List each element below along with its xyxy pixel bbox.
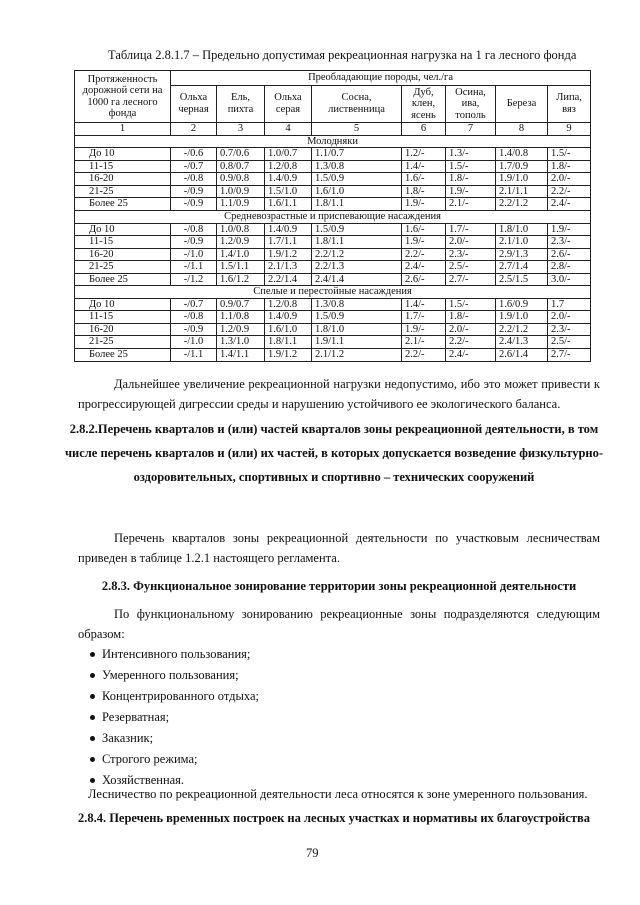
table-cell: 1.1/0.9 — [217, 198, 265, 211]
zone-list — [78, 644, 259, 791]
table-cell: 1.7 — [548, 298, 591, 311]
table-cell: 1.8/1.1 — [312, 198, 402, 211]
header-species: Береза — [496, 85, 548, 123]
table-cell: 1.8/1.0 — [496, 223, 548, 236]
table-cell: 1.9/- — [402, 198, 446, 211]
header-road-length: Протяженность дорожной сети на 1000 га лесного фонда — [75, 71, 171, 123]
table-cell: 1.9/1.1 — [312, 336, 402, 349]
table-cell: -/0.8 — [171, 173, 217, 186]
table-cell: 1.7/- — [402, 311, 446, 324]
table-cell: 2.3/- — [548, 236, 591, 249]
row-label: До 10 — [75, 223, 171, 236]
table-cell: -/0.9 — [171, 198, 217, 211]
table-cell: 1.3/1.0 — [217, 336, 265, 349]
table-cell: -/1.2 — [171, 273, 217, 286]
table-cell: 1.2/0.8 — [265, 298, 312, 311]
table-cell: 1.7/1.1 — [265, 236, 312, 249]
table-cell: 2.2/1.2 — [496, 323, 548, 336]
table-cell: 2.6/1.4 — [496, 349, 548, 362]
table-cell: 1.5/- — [446, 160, 496, 173]
table-row — [75, 323, 591, 336]
table-cell: 1.9/- — [446, 185, 496, 198]
section-title: Молодняки — [75, 135, 591, 148]
table-cell: 1.5/1.1 — [217, 261, 265, 274]
table-cell: 0.8/0.7 — [217, 160, 265, 173]
table-cell: 1.1/0.7 — [312, 148, 402, 161]
table-cell: 1.4/- — [402, 298, 446, 311]
table-cell: 2.1/- — [402, 336, 446, 349]
table-cell: -/0.9 — [171, 236, 217, 249]
row-label: До 10 — [75, 298, 171, 311]
table-row — [75, 160, 591, 173]
table-cell: 2.2/1.3 — [312, 261, 402, 274]
paragraph-text: Перечень кварталов зоны рекреационной деятельности по участковым лесничествам приведен в таблице 1.2.1 настоящего регламента. — [78, 531, 600, 565]
table-cell: 2.4/1.4 — [312, 273, 402, 286]
column-number: 8 — [496, 123, 548, 136]
heading-2-8-3: 2.8.3. Функциональное зонирование территории зоны рекреационной деятельности — [101, 579, 577, 593]
table-cell: 1.4/1.1 — [217, 349, 265, 362]
table-cell: 2.4/1.3 — [496, 336, 548, 349]
header-species-group: Преобладающие породы, чел./га — [171, 71, 591, 86]
table-cell: 1.6/1.1 — [265, 198, 312, 211]
column-number: 2 — [171, 123, 217, 136]
table-cell: 2.2/- — [402, 248, 446, 261]
bullet-icon — [90, 673, 95, 678]
table-cell: 1.6/1.0 — [265, 323, 312, 336]
table-cell: 1.0/0.7 — [265, 148, 312, 161]
table-cell: 2.0/- — [446, 236, 496, 249]
table-row — [75, 349, 591, 362]
table-cell: -/0.9 — [171, 323, 217, 336]
table-cell: 1.8/1.1 — [312, 236, 402, 249]
table-cell: 3.0/- — [548, 273, 591, 286]
table-cell: 2.2/1.2 — [496, 198, 548, 211]
column-number: 7 — [446, 123, 496, 136]
row-label: Более 25 — [75, 198, 171, 211]
paragraph-forestry-zone: Лесничество по рекреационной деятельности леса относятся к зоне умеренного пользования. — [88, 787, 588, 801]
table-cell: -/1.0 — [171, 336, 217, 349]
table-cell: 1.9/1.0 — [496, 173, 548, 186]
table-cell: 1.5/0.9 — [312, 223, 402, 236]
table-cell: 2.3/- — [548, 323, 591, 336]
table-cell: -/0.8 — [171, 223, 217, 236]
table-row — [75, 185, 591, 198]
table-cell: -/0.6 — [171, 148, 217, 161]
row-label: 16-20 — [75, 248, 171, 261]
column-number: 4 — [265, 123, 312, 136]
table-cell: 1.3/0.8 — [312, 160, 402, 173]
table-cell: 2.1/- — [446, 198, 496, 211]
bullet-icon — [90, 757, 95, 762]
list-item: Заказник; — [78, 728, 259, 749]
table-cell: 2.2/- — [548, 185, 591, 198]
paragraph-load-warning — [78, 374, 600, 414]
table-cell: 1.6/0.9 — [496, 298, 548, 311]
header-species: Ольха черная — [171, 85, 217, 123]
header-species: Осина, ива, тополь — [446, 85, 496, 123]
table-cell: 1.5/0.9 — [312, 311, 402, 324]
table-cell: 2.0/- — [548, 311, 591, 324]
table-cell: -/1.0 — [171, 248, 217, 261]
table-cell: -/0.9 — [171, 185, 217, 198]
bullet-icon — [90, 736, 95, 741]
table-cell: 2.7/- — [548, 349, 591, 362]
table-cell: 2.4/- — [548, 198, 591, 211]
recreation-load-table — [74, 70, 591, 362]
table-row — [75, 173, 591, 186]
table-cell: 2.1/1.2 — [312, 349, 402, 362]
table-cell: 1.4/0.9 — [265, 311, 312, 324]
table-cell: 2.0/- — [548, 173, 591, 186]
section-row — [75, 286, 591, 299]
table-cell: 1.8/- — [548, 160, 591, 173]
row-label: 16-20 — [75, 173, 171, 186]
table-cell: 1.8/1.1 — [265, 336, 312, 349]
table-cell: 2.5/- — [548, 336, 591, 349]
list-item: Интенсивного пользования; — [78, 644, 259, 665]
row-label: Более 25 — [75, 349, 171, 362]
table-cell: 2.5/1.5 — [496, 273, 548, 286]
table-cell: 1.4/- — [402, 160, 446, 173]
table-cell: 2.4/- — [446, 349, 496, 362]
table-cell: 2.6/- — [402, 273, 446, 286]
table-row — [75, 148, 591, 161]
table-cell: 2.2/1.4 — [265, 273, 312, 286]
section-title: Средневозрастные и приспевающие насаждения — [75, 211, 591, 224]
table-cell: 1.0/0.8 — [217, 223, 265, 236]
header-species: Дуб, клен, ясень — [402, 85, 446, 123]
row-label: 21-25 — [75, 185, 171, 198]
table-cell: 2.1/1.0 — [496, 236, 548, 249]
table-cell: 0.9/0.8 — [217, 173, 265, 186]
table-cell: 1.2/- — [402, 148, 446, 161]
header-species: Ольха серая — [265, 85, 312, 123]
row-label: 11-15 — [75, 311, 171, 324]
table-cell: 2.2/- — [402, 349, 446, 362]
table-row — [75, 223, 591, 236]
table-cell: -/1.1 — [171, 261, 217, 274]
table-cell: 1.4/0.9 — [265, 173, 312, 186]
bullet-icon — [90, 652, 95, 657]
table-caption: Таблица 2.8.1.7 – Предельно допустимая рекреационная нагрузка на 1 га лесного фонда — [108, 48, 577, 62]
table-cell: 2.0/- — [446, 323, 496, 336]
table-row — [75, 248, 591, 261]
table-cell: 2.5/- — [446, 261, 496, 274]
row-label: 16-20 — [75, 323, 171, 336]
table-cell: 1.5/1.0 — [265, 185, 312, 198]
table-cell: 2.2/1.2 — [312, 248, 402, 261]
table-cell: 1.6/1.2 — [217, 273, 265, 286]
row-label: 21-25 — [75, 336, 171, 349]
table-cell: 1.9/1.2 — [265, 248, 312, 261]
table-cell: 1.6/- — [402, 173, 446, 186]
table-cell: 2.1/1.3 — [265, 261, 312, 274]
list-item: Умеренного пользования; — [78, 665, 259, 686]
table-cell: 1.0/0.9 — [217, 185, 265, 198]
list-item: Хозяйственная. — [78, 770, 259, 791]
table-row — [75, 336, 591, 349]
table-cell: -/0.8 — [171, 311, 217, 324]
bullet-icon — [90, 778, 95, 783]
list-item: Резерватная; — [78, 707, 259, 728]
table-cell: 1.1/0.8 — [217, 311, 265, 324]
table-cell: 2.7/1.4 — [496, 261, 548, 274]
column-number: 1 — [75, 123, 171, 136]
table-cell: 2.7/- — [446, 273, 496, 286]
table-cell: 1.4/1.0 — [217, 248, 265, 261]
page-number: 79 — [306, 846, 319, 860]
table-cell: -/0.7 — [171, 160, 217, 173]
table-row — [75, 298, 591, 311]
table-cell: 0.7/0.6 — [217, 148, 265, 161]
list-item: Строгого режима; — [78, 749, 259, 770]
table-cell: 2.1/1.1 — [496, 185, 548, 198]
table-cell: 2.8/- — [548, 261, 591, 274]
table-cell: 1.9/- — [402, 323, 446, 336]
table-cell: 1.2/0.9 — [217, 323, 265, 336]
table-cell: 1.5/0.9 — [312, 173, 402, 186]
table-cell: 1.3/- — [446, 148, 496, 161]
table-cell: -/0.7 — [171, 298, 217, 311]
paragraph-text: По функциональному зонированию рекреационные зоны подразделяются следующим образом: — [78, 607, 600, 641]
paragraph-zoning-intro — [78, 604, 600, 644]
header-species: Липа, вяз — [548, 85, 591, 123]
table-cell: 1.4/0.8 — [496, 148, 548, 161]
table-row — [75, 198, 591, 211]
table-cell: 1.3/0.8 — [312, 298, 402, 311]
section-title: Спелые и перестойные насаждения — [75, 286, 591, 299]
row-label: До 10 — [75, 148, 171, 161]
table-cell: 1.2/0.9 — [217, 236, 265, 249]
header-species: Сосна, лиственница — [312, 85, 402, 123]
paragraph-quarters-list — [78, 528, 600, 568]
paragraph-text: Дальнейшее увеличение рекреационной нагрузки недопустимо, ибо это может привести к прогрессирующей дигрессии среды и нарушению устойчивого ее экологического баланса. — [78, 377, 600, 411]
table-cell: 1.5/- — [548, 148, 591, 161]
column-number: 5 — [312, 123, 402, 136]
table-cell: 2.4/- — [402, 261, 446, 274]
table-cell: 1.8/- — [402, 185, 446, 198]
table-cell: 1.2/0.8 — [265, 160, 312, 173]
column-number: 9 — [548, 123, 591, 136]
table-cell: 1.6/- — [402, 223, 446, 236]
table-cell: 1.8/1.0 — [312, 323, 402, 336]
heading-2-8-2: 2.8.2.Перечень кварталов и (или) частей кварталов зоны рекреационной деятельности, в том числе перечень кварталов и (или) их частей, в которых допускается возведение физкультурно-оздоровительных, спортивных и спортивно – технических сооружений — [64, 422, 604, 484]
row-label: 11-15 — [75, 160, 171, 173]
table-row — [75, 236, 591, 249]
table-cell: 1.9/- — [548, 223, 591, 236]
table-cell: 1.7/- — [446, 223, 496, 236]
table-cell: 1.6/1.0 — [312, 185, 402, 198]
bullet-icon — [90, 694, 95, 699]
table-cell: 1.9/- — [402, 236, 446, 249]
table-cell: 1.5/- — [446, 298, 496, 311]
table-cell: 1.8/- — [446, 173, 496, 186]
table-cell: 2.2/- — [446, 336, 496, 349]
heading-2-8-4: 2.8.4. Перечень временных построек на лесных участках и нормативы их благоустройства — [77, 811, 591, 825]
header-species: Ель, пихта — [217, 85, 265, 123]
row-label: 11-15 — [75, 236, 171, 249]
table-row — [75, 311, 591, 324]
table-cell: 1.4/0.9 — [265, 223, 312, 236]
column-number: 6 — [402, 123, 446, 136]
table-cell: 1.7/0.9 — [496, 160, 548, 173]
table-cell: 2.9/1.3 — [496, 248, 548, 261]
column-number: 3 — [217, 123, 265, 136]
table-row — [75, 261, 591, 274]
table-row — [75, 273, 591, 286]
bullet-icon — [90, 715, 95, 720]
table-cell: 2.3/- — [446, 248, 496, 261]
list-item: Концентрированного отдыха; — [78, 686, 259, 707]
table-cell: 2.6/- — [548, 248, 591, 261]
table-cell: 1.8/- — [446, 311, 496, 324]
table-cell: 0.9/0.7 — [217, 298, 265, 311]
section-row — [75, 135, 591, 148]
table-cell: 1.9/1.2 — [265, 349, 312, 362]
table-cell: 1.9/1.0 — [496, 311, 548, 324]
row-label: Более 25 — [75, 273, 171, 286]
table-cell: -/1.1 — [171, 349, 217, 362]
row-label: 21-25 — [75, 261, 171, 274]
section-row — [75, 211, 591, 224]
